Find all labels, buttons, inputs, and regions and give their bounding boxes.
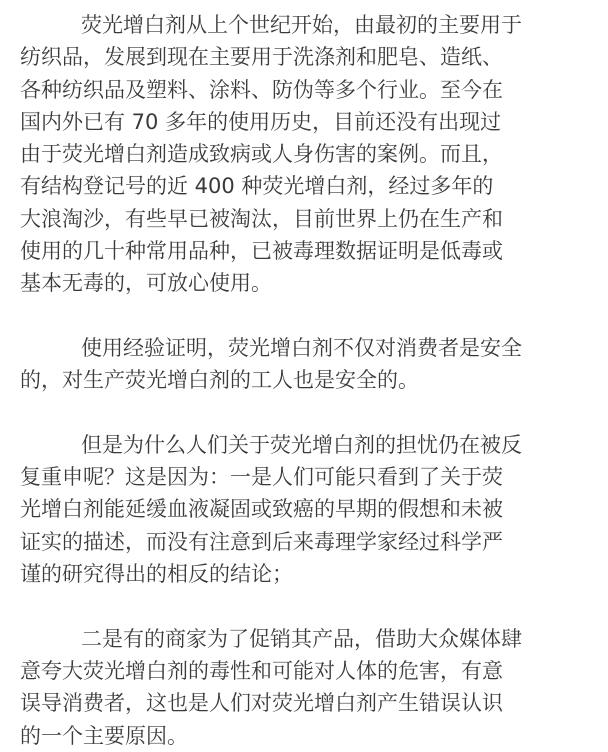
paragraph-line: 使用经验证明，荧光增白剂不仅对消费者是安全 xyxy=(81,335,522,360)
paragraph-line: 由于荧光增白剂造成致病或人身伤害的案例。而且， xyxy=(20,142,503,167)
paragraph-line: 二是有的商家为了促销其产品，借助大众媒体肆 xyxy=(81,626,522,651)
paragraph-3 xyxy=(20,429,588,590)
paragraph-line: 的一个主要原因。 xyxy=(20,723,188,748)
paragraph-line: 误导消费者，这也是人们对荧光增白剂产生错误认识 xyxy=(20,691,503,716)
paragraph-line: 各种纺织品及塑料、涂料、防伪等多个行业。至今在 xyxy=(20,77,503,102)
paragraph-line: 光增白剂能延缓血液凝固或致癌的早期的假想和未被 xyxy=(20,497,503,522)
paragraph-line: 意夸大荧光增白剂的毒性和可能对人体的危害，有意 xyxy=(20,658,503,683)
paragraph-line: 复重申呢？这是因为：一是人们可能只看到了关于荧 xyxy=(20,465,503,490)
paragraph-line: 荧光增白剂从上个世纪开始，由最初的主要用于 xyxy=(81,13,522,37)
paragraph-line: 证实的描述，而没有注意到后来毒理学家经过科学严 xyxy=(20,529,503,554)
paragraph-line: 国内外已有 70 多年的使用历史，目前还没有出现过 xyxy=(20,109,502,134)
paragraph-line: 有结构登记号的近 400 种荧光增白剂，经过多年的 xyxy=(20,174,494,199)
paragraph-2 xyxy=(20,332,588,397)
paragraph-line: 大浪淘沙，有些早已被淘汰，目前世界上仍在生产和 xyxy=(20,206,503,231)
paragraph-1 xyxy=(20,9,588,300)
paragraph-line: 但是为什么人们关于荧光增白剂的担忧仍在被反 xyxy=(81,432,522,457)
paragraph-line: 纺织品，发展到现在主要用于洗涤剂和肥皂、造纸、 xyxy=(20,45,503,70)
paragraph-4 xyxy=(20,623,588,752)
paragraph-line: 使用的几十种常用品种，已被毒理数据证明是低毒或 xyxy=(20,239,503,264)
paragraph-line: 谨的研究得出的相反的结论； xyxy=(20,562,293,587)
paragraph-line: 的，对生产荧光增白剂的工人也是安全的。 xyxy=(20,368,419,393)
paragraph-line: 基本无毒的，可放心使用。 xyxy=(20,271,272,296)
